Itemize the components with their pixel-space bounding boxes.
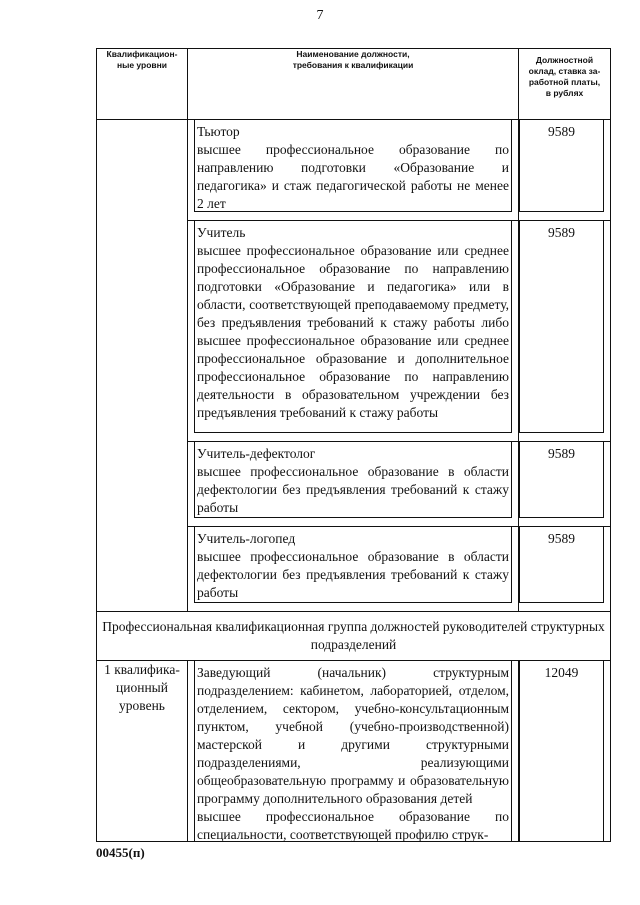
position-requirements: высшее профессиональное образование по направлению подготовки «Образование и педагогика» и стаж педагогической работы не менее 2 лет: [197, 142, 509, 211]
section-row: [97, 612, 611, 661]
salary-value: 12049: [544, 665, 579, 680]
salary-cell: [519, 120, 611, 221]
position-title: Тьютор: [197, 124, 240, 139]
position-requirements: высшее профессиональное образование в области дефектологии без предъявления требований к стажу работы: [197, 464, 509, 515]
table-row: [97, 120, 611, 221]
salary-table: [96, 48, 611, 842]
page-number: 7: [316, 8, 324, 23]
salary-cell: [519, 527, 611, 612]
position-cell: [188, 120, 519, 221]
position-title: Учитель-дефектолог: [197, 446, 316, 461]
salary-value: 9589: [548, 531, 575, 546]
position-cell: [188, 661, 519, 842]
position-title: Учитель-логопед: [197, 531, 296, 546]
table-row: [97, 661, 611, 842]
salary-cell: [519, 442, 611, 527]
position-cell: [188, 442, 519, 527]
qualification-level: 1 квалифика- ционный уровень: [104, 662, 180, 713]
salary-value: 9589: [548, 225, 575, 240]
salary-cell: [519, 221, 611, 442]
position-title: Учитель: [197, 225, 246, 240]
section-heading: Профессиональная квалификационная группа должностей руководителей структурных подразделений: [97, 612, 611, 661]
salary-value: 9589: [548, 446, 575, 461]
salary-value: 9589: [548, 124, 575, 139]
salary-cell: [519, 661, 611, 842]
position-cell: [188, 527, 519, 612]
level-cell-empty: [97, 120, 188, 612]
position-requirements: высшее профессиональное образование или среднее профессиональное образование по направлению подготовки «Образование и педагогика» или в области, соответствующей преподаваемому предмету, без предъявления требований к стажу работы либо высшее профессиональное образование или среднее профессиональное образование и дополнительное профессиональное образование по направлению деятельности в образовательном учреждении без предъявления требований к стажу работы: [197, 243, 509, 420]
position-cell: [188, 221, 519, 442]
position-requirements: высшее профессиональное образование в области дефектологии без предъявления требований к стажу работы: [197, 549, 509, 600]
position-requirements: высшее профессиональное образование по специальности, соответствующей профилю струк-: [197, 809, 509, 842]
header-levels: Квалификацион- ные уровни: [97, 49, 188, 120]
document-code: 00455(п): [96, 845, 145, 860]
level-cell: [97, 661, 188, 842]
header-salary: Должностной оклад, ставка за- работной платы, в рублях: [519, 49, 611, 120]
table-header-row: [97, 49, 611, 120]
header-position: Наименование должности, требования к квалификации: [188, 49, 519, 120]
position-title: Заведующий (начальник) структурным подразделением: кабинетом, лабораторией, отделом, отделением, сектором, учебно-консультационным пунктом, учебной (учебно-производственной) мастерской и другими структурными подразделениями, реализующими общеобразовательную программу и образовательную программу дополнительного образования детей: [197, 665, 509, 806]
